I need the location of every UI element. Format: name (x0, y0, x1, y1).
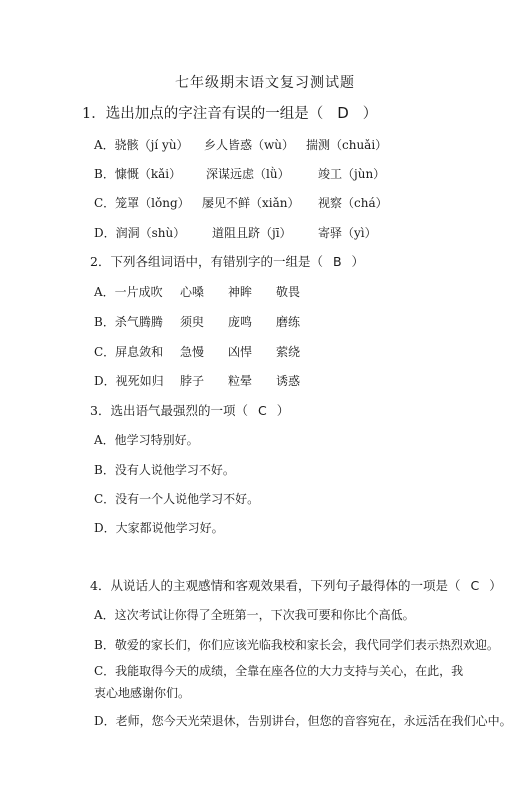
question-3-option-b: B．没有人说他学习不好。 (94, 463, 235, 477)
question-1-option-b: B．慷慨（kǎi） (94, 167, 182, 181)
question-2-answer: B (332, 254, 342, 269)
question-1-option-d-word-3: 寄驿（yì） (318, 226, 377, 240)
question-2-option-b-word-4: 磨练 (276, 315, 301, 329)
question-3-stem (90, 401, 289, 419)
question-1-option-d-word-2: 道阻且跻（jī） (212, 226, 292, 240)
question-1-option-d: D．润洞（shù） (94, 226, 186, 240)
question-2-option-d: D．视死如归 (94, 374, 164, 388)
question-1-option-a-word-2: 乡人皆惑（wù） (204, 138, 295, 152)
page-title: 七年级期末语文复习测试题 (175, 75, 355, 91)
question-4-option-c: C．我能取得今天的成绩，全靠在座各位的大力支持与关心，在此，我衷心地感谢你们。 (94, 664, 464, 700)
question-2-option-c: C．屏息敛和 (94, 345, 164, 359)
question-4-option-b: B．敬爱的家长们，你们应该光临我校和家长会，我代同学们表示热烈欢迎。 (94, 638, 499, 652)
question-2-stem (90, 252, 364, 270)
question-2-close: ） (351, 254, 365, 269)
question-4-text: 4．从说话人的主观感情和客观效果看，下列句子最得体的一项是（ (90, 578, 461, 593)
question-2-option-c-word-2: 急慢 (180, 345, 205, 359)
question-4-option-a: A．这次考试让你得了全班第一，下次我可要和你比个高低。 (94, 608, 415, 622)
question-3-option-d: D．大家都说他学习好。 (94, 521, 224, 535)
question-2-option-a-word-3: 神眸 (228, 285, 253, 299)
question-3-close: ） (276, 403, 290, 418)
question-2-option-a-word-4: 敬畏 (276, 285, 301, 299)
question-1-option-c: C．笼罩（lǒng） (94, 196, 190, 210)
question-1-stem (82, 102, 377, 123)
question-4-stem (90, 576, 502, 594)
question-4-option-d: D．老师，您今天光荣退休，告别讲台，但您的音容宛在，永远活在我们心中。 (94, 714, 512, 728)
question-1-option-c-word-2: 屡见不鲜（xiǎn） (202, 196, 300, 210)
question-1-option-b-word-3: 竣工（jùn） (318, 167, 386, 181)
question-3-answer: C (257, 403, 267, 418)
question-2-option-c-word-3: 凶悍 (228, 345, 253, 359)
question-2-text: 2．下列各组词语中，有错别字的一组是（ (90, 254, 323, 269)
question-2-option-c-word-4: 萦绕 (276, 345, 301, 359)
question-1-option-c-word-3: 视察（chá） (318, 196, 388, 210)
question-1-close: ） (362, 106, 378, 122)
question-2-option-a: A．一片成吹 (94, 285, 163, 299)
question-1-option-b-word-2: 深谋远虑（lǜ） (206, 167, 290, 181)
question-2-option-b-word-3: 庞鸣 (228, 315, 253, 329)
question-2-option-d-word-3: 粒晕 (228, 374, 253, 388)
question-1-option-a: A．骁骸（jí yù） (94, 138, 189, 152)
question-2-option-d-word-4: 诱惑 (276, 374, 301, 388)
question-4-answer: C (470, 578, 480, 593)
question-2-option-d-word-2: 脖子 (180, 374, 205, 388)
question-1-option-a-word-3: 揣测（chuǎi） (306, 138, 388, 152)
question-2-option-a-word-2: 心嗓 (180, 285, 205, 299)
question-3-option-c: C．没有一个人说他学习不好。 (94, 492, 260, 506)
question-1-answer: D (337, 104, 349, 122)
question-1-text: 1．选出加点的字注音有误的一组是（ (82, 106, 324, 122)
question-3-text: 3．选出语气最强烈的一项（ (90, 403, 248, 418)
question-2-option-b-word-2: 须臾 (180, 315, 205, 329)
question-2-option-b: B．杀气腾腾 (94, 315, 163, 329)
question-3-option-a: A．他学习特别好。 (94, 433, 199, 447)
question-4-close: ） (489, 578, 502, 593)
